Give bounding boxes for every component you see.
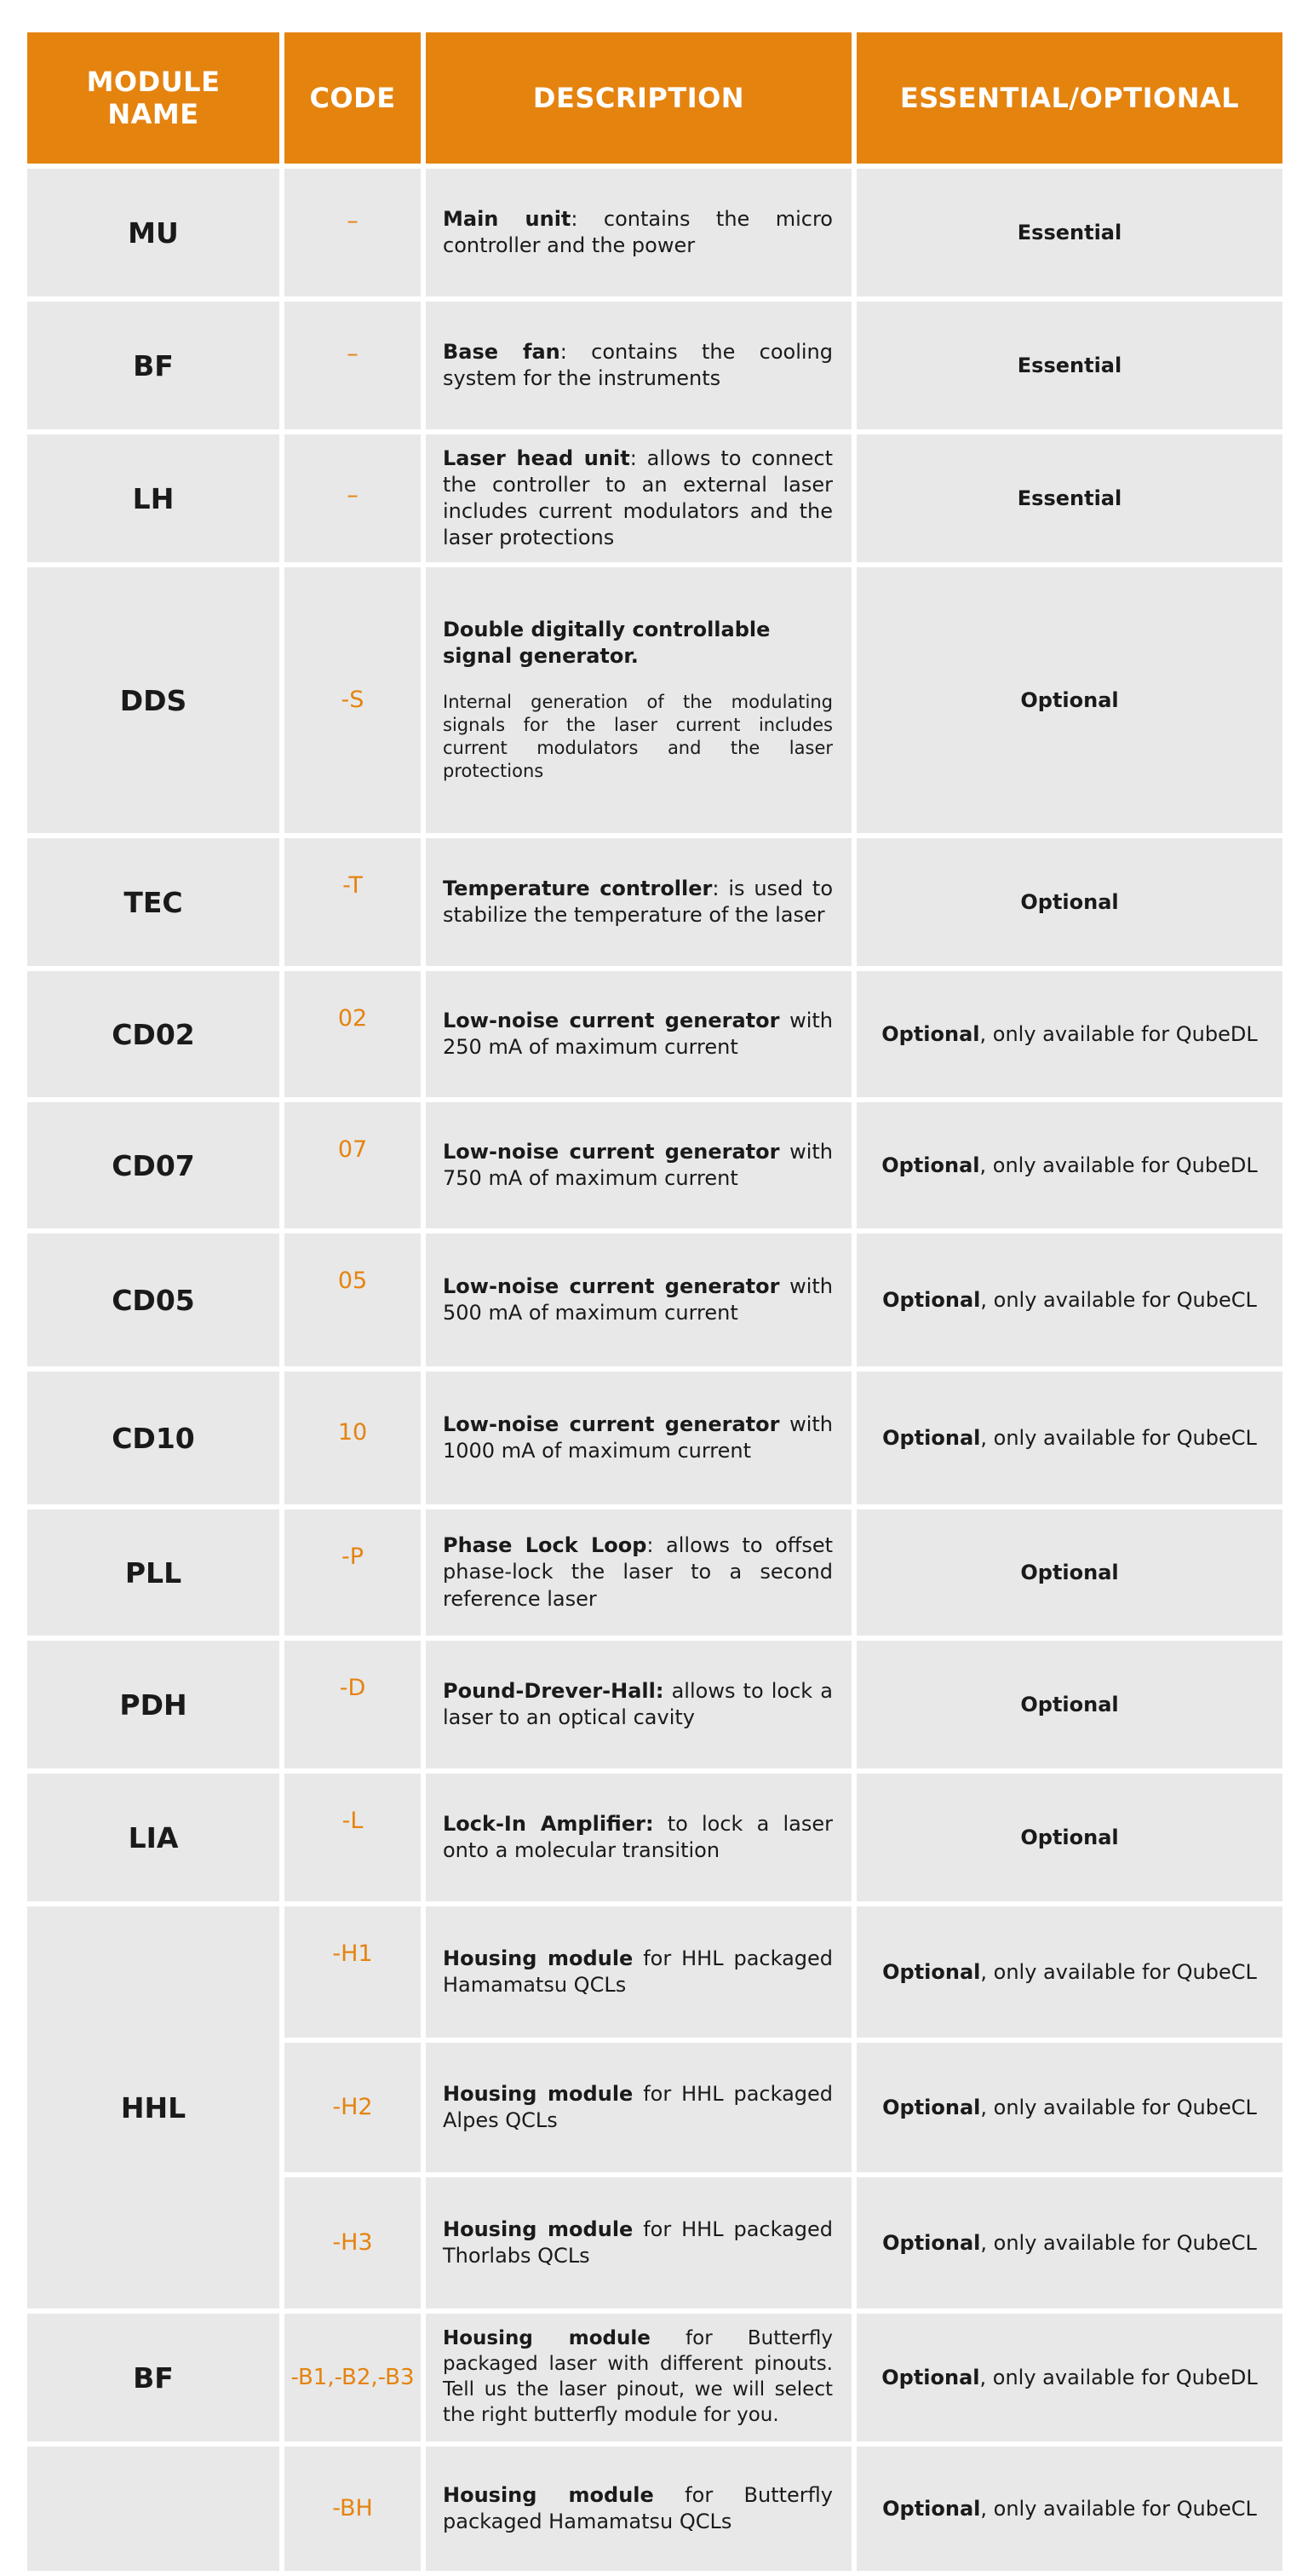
description-bold: Low-noise current generator [443, 1274, 780, 1298]
code-cell: – [284, 169, 426, 302]
code-cell: -L [284, 1774, 426, 1906]
description-bold: Phase Lock Loop [443, 1533, 647, 1558]
essential-cell [857, 971, 1282, 1102]
description-text: for Butterfly packaged Hamamatsu QCLs [443, 2482, 833, 2533]
table-row [27, 2447, 1282, 2576]
essential-text: , only available for QubeDL [979, 1153, 1258, 1177]
module-name-cell: CD10 [27, 1371, 284, 1509]
description-text: : allows to offset phase-lock the laser to a second reference laser [443, 1533, 833, 1611]
essential-bold: Optional [1020, 1826, 1119, 1849]
description-bold: Housing module [443, 2081, 634, 2106]
essential-text: , only available for QubeCL [980, 2231, 1257, 2255]
description-cell [426, 1906, 857, 2043]
essential-bold: Optional [881, 1153, 980, 1177]
essential-cell [857, 1774, 1282, 1906]
essential-bold: Optional [882, 1426, 981, 1450]
description-cell [426, 169, 857, 302]
essential-cell [857, 567, 1282, 838]
description-text: to lock a laser onto a molecular transition [443, 1811, 833, 1862]
description-bold: Housing module [443, 2482, 654, 2507]
module-name-cell: PDH [27, 1641, 284, 1774]
header-code: CODE [284, 32, 426, 169]
description-cell [426, 434, 857, 567]
essential-bold: Essential [1017, 354, 1122, 377]
table-header-row [27, 32, 1282, 169]
essential-cell [857, 1233, 1282, 1371]
module-name-cell [27, 2447, 284, 2576]
module-name-cell: MU [27, 169, 284, 302]
code-cell: -T [284, 838, 426, 971]
description-cell [426, 1509, 857, 1641]
code-cell: -P [284, 1509, 426, 1641]
table-row [27, 1371, 1282, 1509]
description-bold: Pound-Drever-Hall: [443, 1678, 664, 1703]
description-cell [426, 1371, 857, 1509]
description-bold: Housing module [443, 2327, 651, 2350]
code-cell: -H3 [284, 2177, 426, 2314]
description-bold: Housing module [443, 1946, 634, 1970]
module-name-cell: DDS [27, 567, 284, 838]
code-cell: -S [284, 567, 426, 838]
essential-text: , only available for QubeCL [980, 2096, 1257, 2119]
essential-cell [857, 2447, 1282, 2576]
essential-bold: Optional [882, 1960, 981, 1984]
table-row [27, 302, 1282, 434]
description-text: : contains the cooling system for the instruments [443, 339, 833, 390]
description-text: : is used to stabilize the temperature of the laser [443, 876, 833, 927]
table-row [27, 169, 1282, 302]
description-text: allows to lock a laser to an optical cavity [443, 1678, 833, 1729]
description-cell [426, 302, 857, 434]
code-cell: 10 [284, 1371, 426, 1509]
essential-bold: Optional [881, 2366, 980, 2389]
description-text: for HHL packaged Hamamatsu QCLs [443, 1946, 834, 1997]
table-row [27, 1906, 1282, 2043]
description-text: for HHL packaged Alpes QCLs [443, 2081, 834, 2132]
description-text: with 500 mA of maximum current [443, 1274, 833, 1325]
module-name-cell: LH [27, 434, 284, 567]
essential-cell [857, 1641, 1282, 1774]
table-row [27, 567, 1282, 838]
description-cell [426, 1233, 857, 1371]
table-row [27, 1509, 1282, 1641]
essential-cell [857, 2043, 1282, 2177]
essential-cell [857, 838, 1282, 971]
table-row [27, 838, 1282, 971]
description-bold: Low-noise current generator [443, 1412, 780, 1436]
description-cell [426, 1102, 857, 1233]
code-cell: 07 [284, 1102, 426, 1233]
essential-text: , only available for QubeDL [979, 1022, 1258, 1046]
description-text: with 250 mA of maximum current [443, 1008, 833, 1059]
module-name-cell: TEC [27, 838, 284, 971]
table-row [27, 971, 1282, 1102]
essential-cell [857, 302, 1282, 434]
description-cell [426, 567, 857, 838]
description-cell [426, 1774, 857, 1906]
description-text: for Butterfly packaged laser with different pinouts. Tell us the laser pinout, we will select the right butterfly module for you. [443, 2327, 833, 2426]
header-module-name: MODULE NAME [27, 32, 284, 169]
table-row [27, 1102, 1282, 1233]
code-cell: -H2 [284, 2043, 426, 2177]
essential-bold: Optional [882, 2231, 981, 2255]
table-row [27, 434, 1282, 567]
description-bold: Temperature controller [443, 876, 713, 900]
module-name-cell: BF [27, 2314, 284, 2447]
module-name-cell: CD02 [27, 971, 284, 1102]
description-bold: Low-noise current generator [443, 1139, 780, 1164]
essential-text: , only available for QubeCL [980, 1960, 1257, 1984]
essential-cell [857, 2314, 1282, 2447]
essential-text: , only available for QubeCL [980, 1426, 1257, 1450]
code-cell: 02 [284, 971, 426, 1102]
module-name-cell: CD07 [27, 1102, 284, 1233]
essential-bold: Optional [882, 2497, 981, 2521]
essential-bold: Optional [882, 2096, 981, 2119]
essential-bold: Optional [1020, 890, 1119, 914]
essential-bold: Optional [1020, 1693, 1119, 1716]
essential-bold: Essential [1017, 486, 1122, 510]
description-cell [426, 971, 857, 1102]
table-row [27, 1774, 1282, 1906]
code-cell: – [284, 302, 426, 434]
table-row [27, 1641, 1282, 1774]
code-cell: -BH [284, 2447, 426, 2576]
header-description: DESCRIPTION [426, 32, 857, 169]
code-cell: -H1 [284, 1906, 426, 2043]
description-cell [426, 2177, 857, 2314]
essential-bold: Optional [1020, 688, 1119, 712]
essential-cell [857, 2177, 1282, 2314]
description-cell [426, 2314, 857, 2447]
description-cell [426, 1641, 857, 1774]
code-cell: 05 [284, 1233, 426, 1371]
essential-bold: Optional [881, 1022, 980, 1046]
header-essential-optional: ESSENTIAL/OPTIONAL [857, 32, 1282, 169]
description-text: for HHL packaged Thorlabs QCLs [443, 2217, 834, 2268]
essential-text: , only available for QubeCL [980, 2497, 1257, 2521]
description-bold: Main unit [443, 206, 571, 231]
essential-cell [857, 169, 1282, 302]
description-bold: Lock-In Amplifier: [443, 1811, 654, 1836]
module-name-cell: HHL [27, 1906, 284, 2314]
description-bold: Base fan [443, 339, 560, 364]
essential-text: , only available for QubeCL [980, 1288, 1257, 1312]
module-name-cell: PLL [27, 1509, 284, 1641]
description-cell [426, 2043, 857, 2177]
essential-bold: Optional [1020, 1561, 1119, 1584]
description-text: : allows to connect the controller to an external laser includes current modulators and the laser protections [443, 446, 833, 550]
essential-text: , only available for QubeDL [979, 2366, 1258, 2389]
module-name-cell: LIA [27, 1774, 284, 1906]
description-text: with 1000 mA of maximum current [443, 1412, 833, 1463]
essential-bold: Essential [1017, 221, 1122, 244]
code-cell: – [284, 434, 426, 567]
table-row [27, 2314, 1282, 2447]
essential-cell [857, 1509, 1282, 1641]
description-title: Double digitally controllable signal generator. [443, 618, 771, 669]
description-bold: Laser head unit [443, 446, 630, 470]
code-cell: -B1,-B2,-B3 [284, 2314, 426, 2447]
essential-cell [857, 1371, 1282, 1509]
essential-bold: Optional [882, 1288, 981, 1312]
module-table-container [27, 32, 1282, 2576]
essential-cell [857, 1102, 1282, 1233]
table-row [27, 1233, 1282, 1371]
description-cell [426, 2447, 857, 2576]
module-name-cell: BF [27, 302, 284, 434]
description-cell [426, 838, 857, 971]
module-name-cell: CD05 [27, 1233, 284, 1371]
essential-cell [857, 434, 1282, 567]
description-text: with 750 mA of maximum current [443, 1139, 833, 1190]
description-text: : contains the micro controller and the power [443, 206, 833, 257]
code-cell: -D [284, 1641, 426, 1774]
module-table [27, 32, 1282, 2576]
essential-cell [857, 1906, 1282, 2043]
description-bold: Housing module [443, 2217, 634, 2241]
description-bold: Low-noise current generator [443, 1008, 780, 1032]
description-subtext: Internal generation of the modulating signals for the laser current includes current modulators and the laser protections [443, 691, 833, 782]
